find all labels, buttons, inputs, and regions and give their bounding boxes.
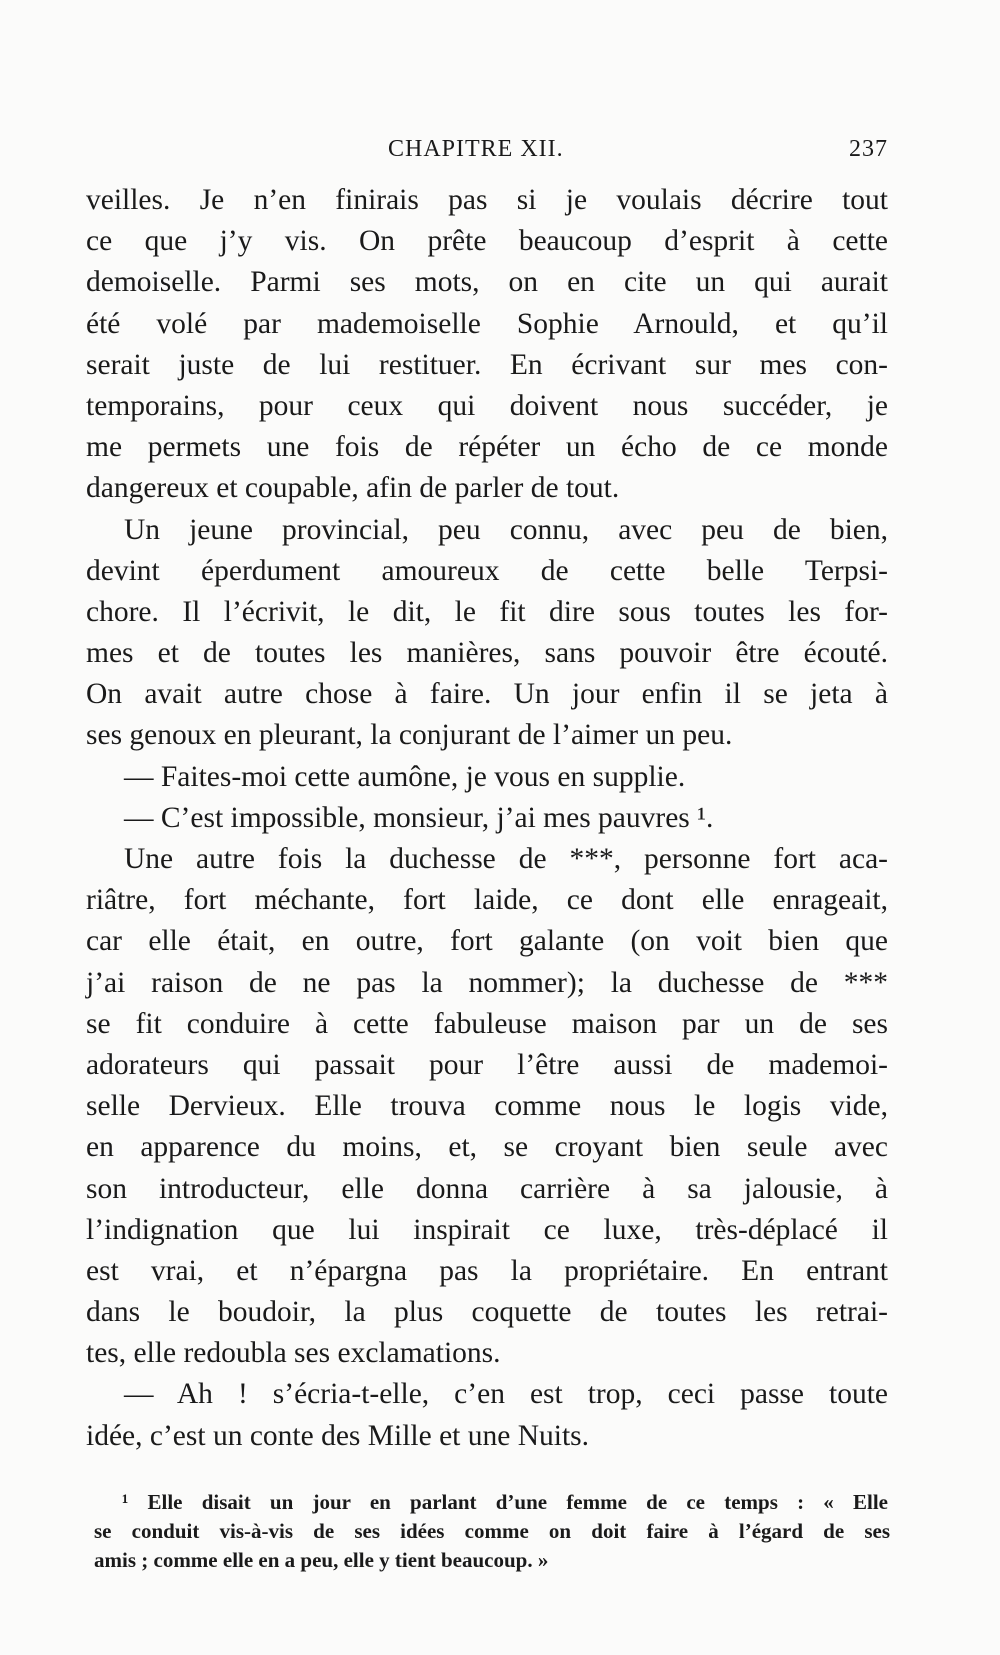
page-header — [88, 136, 888, 170]
text-line: se fit conduire à cette fabuleuse maison par un de ses — [86, 1007, 888, 1040]
body-text — [86, 180, 888, 1457]
text-line: en apparence du moins, et, se croyant bien seule avec — [86, 1131, 888, 1164]
text-line: selle Dervieux. Elle trouva comme nous le logis vide, — [86, 1090, 888, 1123]
footnote-line: ¹ Elle disait un jour en parlant d’une femme de ce temps : « Elle — [122, 1490, 888, 1514]
text-line: temporains, pour ceux qui doivent nous succéder, je — [86, 389, 888, 422]
text-line: idée, c’est un conte des Mille et une Nuits. — [86, 1419, 589, 1452]
page-number: 237 — [849, 136, 888, 162]
text-line: j’ai raison de ne pas la nommer); la duchesse de *** — [86, 966, 888, 999]
text-line: dangereux et coupable, afin de parler de tout. — [86, 472, 620, 505]
text-line: — C’est impossible, monsieur, j’ai mes pauvres ¹. — [124, 801, 714, 834]
footnote-line: amis ; comme elle en a peu, elle y tient beaucoup. » — [94, 1548, 549, 1572]
text-line: — Ah ! s’écria-t-elle, c’en est trop, ceci passe toute — [124, 1378, 888, 1411]
running-title: CHAPITRE XII. — [388, 136, 564, 162]
text-line: son introducteur, elle donna carrière à sa jalousie, à — [86, 1172, 888, 1205]
text-line: ses genoux en pleurant, la conjurant de l’aimer un peu. — [86, 719, 733, 752]
text-line: l’indignation que lui inspirait ce luxe, très-déplacé il — [86, 1213, 888, 1246]
text-line: adorateurs qui passait pour l’être aussi de mademoi- — [86, 1048, 888, 1081]
text-line: devint éperdument amoureux de cette belle Terpsi- — [86, 554, 888, 587]
text-line: riâtre, fort méchante, fort laide, ce dont elle enrageait, — [86, 884, 888, 917]
footnotes — [94, 1488, 890, 1575]
text-line: Une autre fois la duchesse de ***, personne fort aca- — [124, 843, 888, 875]
footnote-line: se conduit vis-à-vis de ses idées comme on doit faire à l’égard de ses — [94, 1519, 890, 1543]
text-line: veilles. Je n’en finirais pas si je voulais décrire tout — [86, 184, 888, 216]
text-line: dans le boudoir, la plus coquette de toutes les retrai- — [86, 1296, 888, 1329]
text-line: me permets une fois de répéter un écho de ce monde — [86, 431, 888, 464]
text-line: — Faites-moi cette aumône, je vous en supplie. — [124, 760, 686, 793]
text-line: mes et de toutes les manières, sans pouvoir être écouté. — [86, 637, 888, 670]
text-line: car elle était, en outre, fort galante (on voit bien que — [86, 925, 888, 958]
text-line: été volé par mademoiselle Sophie Arnould, et qu’il — [86, 307, 888, 340]
text-line: demoiselle. Parmi ses mots, on en cite un qui aurait — [86, 266, 888, 299]
text-line: On avait autre chose à faire. Un jour enfin il se jeta à — [86, 678, 888, 711]
text-line: chore. Il l’écrivit, le dit, le fit dire sous toutes les for- — [86, 595, 888, 628]
text-line: tes, elle redoubla ses exclamations. — [86, 1337, 501, 1370]
text-line: est vrai, et n’épargna pas la propriétaire. En entrant — [86, 1254, 888, 1287]
text-line: Un jeune provincial, peu connu, avec peu de bien, — [124, 513, 888, 546]
text-line: serait juste de lui restituer. En écrivant sur mes con- — [86, 348, 888, 381]
text-line: ce que j’y vis. On prête beaucoup d’esprit à cette — [86, 225, 888, 258]
